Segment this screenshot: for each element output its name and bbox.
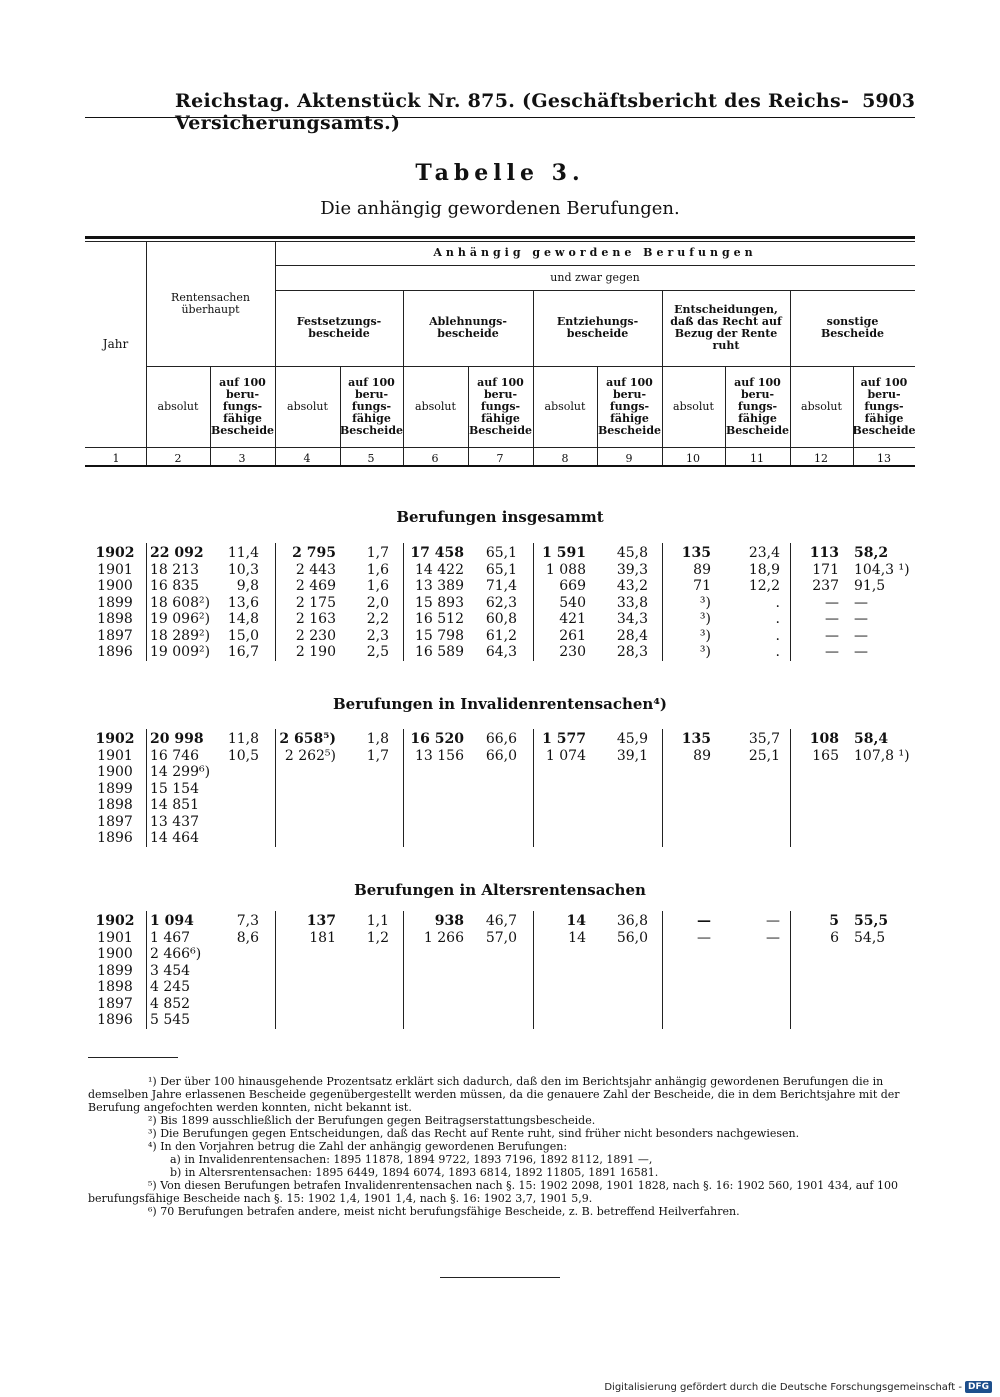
table-cell: 35,7 (748, 731, 780, 747)
table-cell: 14,8 (227, 611, 259, 627)
column-number: 2 (174, 452, 182, 465)
table-cell: 1,8 (366, 731, 389, 747)
table-cell: 2,0 (366, 594, 389, 611)
credit-text: Digitalisierung gefördert durch die Deutsche Forschungsgemeinschaft - (604, 1381, 962, 1393)
table-cell: 16 512 (415, 611, 464, 627)
table-cell: . (775, 627, 780, 644)
table-cell: 15 798 (415, 627, 464, 644)
table-cell: 261 (559, 627, 586, 644)
col-header-entziehung: Entziehungs- bescheide (556, 315, 639, 340)
table-cell: 14 464 (150, 830, 199, 846)
year-cell: 1899 (97, 962, 133, 979)
column-number: 13 (877, 452, 891, 465)
table-cell: 2 190 (295, 644, 336, 660)
header-rule (85, 117, 915, 118)
table-cell: 65,1 (485, 561, 517, 578)
col-header-entscheidungen: Entscheidungen, daß das Recht auf Bezug der Rente ruht (670, 303, 782, 352)
table-cell: . (775, 644, 780, 660)
year-cell: 1898 (97, 979, 133, 995)
table-cell: 34,3 (616, 611, 648, 627)
section-title: Berufungen in Invalidenrentensachen⁴) (332, 695, 668, 713)
subheader-absolut: absolut (673, 399, 714, 413)
table-cell: 14 422 (415, 561, 464, 578)
year-cell: 1901 (97, 561, 133, 578)
table-cell: — (854, 627, 868, 644)
table-cell: 2,2 (366, 611, 389, 627)
table-cell: 28,3 (616, 644, 648, 660)
table-cell: 13 156 (415, 747, 464, 764)
table-cell: 4 245 (150, 979, 191, 995)
table-cell: — (825, 644, 839, 660)
table-cell: 10,3 (227, 561, 259, 578)
table-cell: 18,9 (748, 561, 780, 578)
table-cell: 4 852 (150, 995, 191, 1012)
year-cell: 1898 (97, 797, 133, 813)
table-cell: 3 454 (150, 962, 191, 979)
section-title: Berufungen in Altersrentensachen (354, 881, 646, 899)
table-cell: 58,4 (854, 731, 889, 747)
footnote-2: ²) Bis 1899 ausschließlich der Berufungen gegen Beitragserstattungsbescheide. (148, 1114, 596, 1127)
year-cell: 1899 (97, 594, 133, 611)
year-cell: 1897 (97, 813, 133, 830)
year-cell: 1901 (97, 747, 133, 764)
footnote-3: ³) Die Berufungen gegen Entscheidungen, daß das Recht auf Rente ruht, sind früher nicht besonders nachgewiesen. (148, 1127, 800, 1140)
table-cell: 181 (309, 929, 336, 946)
group-header-anhaengig: Anhängig gewordene Berufungen (433, 246, 757, 259)
table-cell: 14 851 (150, 797, 199, 813)
table-cell: 19 096²) (150, 611, 211, 627)
table-cell: 60,8 (485, 611, 517, 627)
column-number: 6 (431, 452, 439, 465)
column-number: 10 (686, 452, 700, 465)
year-cell: 1896 (97, 644, 133, 660)
table-cell: 5 (829, 913, 839, 929)
column-number: 11 (750, 452, 764, 465)
table-cell: 57,0 (485, 929, 517, 946)
page-number: 5903 (862, 90, 915, 112)
table-cell: 39,1 (616, 747, 648, 764)
footnotes (88, 1075, 920, 1218)
table-cell: 39,3 (616, 561, 648, 578)
table-cell: 11,8 (227, 731, 259, 747)
table-cell: 13 437 (150, 813, 199, 830)
column-number: 7 (496, 452, 504, 465)
table-cell: . (775, 611, 780, 627)
table-subtitle: Die anhängig gewordenen Berufungen. (320, 198, 680, 219)
table-cell: 2 795 (292, 545, 336, 561)
table-cell: 104,3 ¹) (854, 561, 910, 578)
table-cell: 6 (830, 929, 839, 946)
table-cell: 2 658⁵) (279, 731, 336, 747)
table-cell: 938 (434, 913, 464, 929)
table-cell: 2 163 (295, 611, 336, 627)
col-header-ablehnung: Ablehnungs- bescheide (429, 315, 507, 340)
table-cell: 540 (559, 594, 586, 611)
table-cell: 13,6 (227, 594, 259, 611)
column-number: 1 (112, 452, 120, 465)
table-cell: 64,3 (485, 644, 517, 660)
subheader-per100: auf 100 beru- fungs- fähige Bescheide (210, 375, 275, 437)
table-cell: 2 469 (295, 578, 336, 594)
table-cell: 16 589 (415, 644, 464, 660)
table-cell: 2 443 (295, 561, 336, 578)
table-cell: 55,5 (854, 913, 889, 929)
footnote-rule (88, 1057, 178, 1058)
year-cell: 1901 (97, 929, 133, 946)
subheader-absolut: absolut (157, 399, 199, 413)
table-cell: 20 998 (150, 731, 204, 747)
table-cell: . (775, 594, 780, 611)
col-header-sonstige: sonstige Bescheide (820, 315, 885, 340)
table-cell: 22 092 (150, 545, 204, 561)
table-cell: — (825, 627, 839, 644)
table-cell: 11,4 (227, 545, 259, 561)
column-separator (275, 543, 276, 661)
table-cell: 1 266 (423, 929, 464, 946)
table-cell: 421 (559, 611, 586, 627)
table-cell: 165 (812, 747, 839, 764)
end-rule (440, 1277, 560, 1278)
table-cell: 8,6 (236, 929, 259, 946)
column-separator (146, 729, 147, 847)
table-cell: ³) (699, 594, 711, 611)
column-number: 8 (561, 452, 569, 465)
table-cell: 43,2 (616, 578, 648, 594)
table-cell: 107,8 ¹) (854, 747, 910, 764)
table-cell: 16 835 (150, 578, 199, 594)
section-title: Berufungen insgesammt (396, 508, 604, 526)
table-cell: 71 (693, 578, 711, 594)
group-subheader: und zwar gegen (550, 270, 640, 284)
table-cell: 1,2 (366, 929, 389, 946)
table-cell: 16,7 (227, 644, 259, 660)
year-cell: 1896 (97, 830, 133, 846)
table-cell: 230 (559, 644, 586, 660)
col-header-jahr: Jahr (102, 337, 129, 351)
year-cell: 1900 (97, 578, 133, 594)
table-cell: 66,6 (485, 731, 517, 747)
table-cell: — (854, 611, 868, 627)
table-cell: 108 (809, 731, 839, 747)
table-cell: 14 (568, 929, 586, 946)
table-cell: 171 (812, 561, 839, 578)
running-header: Reichstag. Aktenstück Nr. 875. (Geschäftsbericht des Reichs-Versicherungsamts.) (175, 90, 850, 134)
table-cell: 18 289²) (150, 627, 211, 644)
subheader-per100: auf 100 beru- fungs- fähige Bescheide (468, 375, 533, 437)
table-cell: 36,8 (616, 913, 648, 929)
table-cell: ³) (699, 627, 711, 644)
table-cell: 669 (559, 578, 586, 594)
column-separator (146, 543, 147, 661)
footnote-4a: a) in Invalidenrentensachen: 1895 11878, 1894 9722, 1893 7196, 1892 8112, 1891 —, (170, 1153, 653, 1166)
col-header-festsetzung: Festsetzungs- bescheide (296, 315, 382, 340)
table-cell: 45,8 (616, 545, 648, 561)
table-cell: 113 (809, 545, 839, 561)
subheader-per100: auf 100 beru- fungs- fähige Bescheide (597, 375, 662, 437)
footnote-1: ¹) Der über 100 hinausgehende Prozentsatz erklärt sich dadurch, daß den im Berichtsjahr anhängig gewordenen Berufungen die in demselben Jahre erlassenen Bescheide gegenübergestellt werden müssen, da die genauere Zahl der Bescheide, die in dem Berichtsjahre mit der Berufung angefochten werden konnten, nicht bekannt ist. (88, 1075, 900, 1114)
year-cell: 1902 (95, 731, 135, 747)
table-cell: 2,5 (366, 644, 389, 660)
table-cell: 54,5 (854, 929, 886, 946)
table-cell: 1 577 (542, 731, 586, 747)
table-cell: 10,5 (227, 747, 259, 764)
table-cell: — (854, 594, 868, 611)
table-cell: 58,2 (854, 545, 889, 561)
table-cell: — (766, 929, 780, 946)
col-header-rentensachen: Rentensachen überhaupt (171, 290, 250, 316)
table-cell: 135 (681, 731, 711, 747)
table-cell: 25,1 (748, 747, 780, 764)
subheader-absolut: absolut (544, 399, 586, 413)
column-separator (146, 911, 147, 1029)
table-cell: 65,1 (485, 545, 517, 561)
table-cell: 16 520 (410, 731, 464, 747)
table-cell: 18 608²) (150, 594, 211, 611)
table-cell: 1,6 (366, 561, 389, 578)
table-cell: — (825, 611, 839, 627)
table-cell: 89 (693, 561, 711, 578)
table-cell: 137 (306, 913, 336, 929)
table-cell: 2 230 (295, 627, 336, 644)
table-cell: 13 389 (415, 578, 464, 594)
year-cell: 1896 (97, 1012, 133, 1028)
table-cell: 2 466⁶) (150, 946, 202, 962)
table-title: Tabelle 3. (415, 160, 585, 186)
table-cell: 23,4 (748, 545, 780, 561)
table-cell: 7,3 (236, 913, 259, 929)
table-cell: — (766, 913, 780, 929)
subheader-absolut: absolut (801, 399, 842, 413)
table-cell: 62,3 (485, 594, 517, 611)
table-cell: 1 591 (542, 545, 586, 561)
subheader-per100: auf 100 beru- fungs- fähige Bescheide (725, 375, 790, 437)
table-cell: 2 175 (295, 594, 336, 611)
year-cell: 1898 (97, 611, 133, 627)
table-cell: 56,0 (616, 929, 648, 946)
column-separator (275, 729, 276, 847)
table-cell: 61,2 (485, 627, 517, 644)
table-cell: 46,7 (485, 913, 517, 929)
table-cell: 2 262⁵) (284, 747, 336, 764)
table-cell: 135 (681, 545, 711, 561)
table-cell: 33,8 (616, 594, 648, 611)
table-cell: ³) (699, 611, 711, 627)
table-cell: 16 746 (150, 747, 199, 764)
year-cell: 1902 (95, 913, 135, 929)
table-cell: 19 009²) (150, 644, 211, 660)
table-cell: — (825, 594, 839, 611)
column-number: 9 (625, 452, 633, 465)
year-cell: 1900 (97, 946, 133, 962)
table-cell: 1,7 (366, 747, 389, 764)
table-cell: 1 094 (150, 913, 194, 929)
table-cell: 17 458 (410, 545, 464, 561)
table-cell: — (697, 913, 711, 929)
table-cell: 71,4 (485, 578, 517, 594)
table-cell: 66,0 (485, 747, 517, 764)
table-cell: 45,9 (616, 731, 648, 747)
table-cell: 237 (812, 578, 839, 594)
column-number: 3 (238, 452, 246, 465)
table-cell: 15 893 (415, 594, 464, 611)
table-cell: 15 154 (150, 780, 199, 797)
table-cell: 15,0 (227, 627, 259, 644)
subheader-per100: auf 100 beru- fungs- fähige Bescheide (852, 375, 916, 437)
year-cell: 1902 (95, 545, 135, 561)
table-cell: 2,3 (366, 627, 389, 644)
table-cell: 1 074 (545, 747, 586, 764)
footnote-4: ⁴) In den Vorjahren betrug die Zahl der anhängig gewordenen Berufungen: (148, 1140, 568, 1153)
table-cell: 91,5 (854, 578, 886, 594)
table-cell: 1 088 (545, 561, 586, 578)
table-cell: 1,1 (366, 913, 389, 929)
year-cell: 1900 (97, 764, 133, 780)
table-cell: 28,4 (616, 627, 648, 644)
table-cell: ³) (699, 644, 711, 660)
table-cell: 1,6 (366, 578, 389, 594)
table-cell: 18 213 (150, 561, 199, 578)
table-cell: 1,7 (366, 545, 389, 561)
subheader-per100: auf 100 beru- fungs- fähige Bescheide (339, 375, 404, 437)
column-number: 4 (303, 452, 311, 465)
year-cell: 1897 (97, 995, 133, 1012)
table-cell: 5 545 (150, 1012, 191, 1028)
table-cell: 89 (693, 747, 711, 764)
footnote-6: ⁶) 70 Berufungen betrafen andere, meist nicht berufungsfähige Bescheide, z. B. betreffend Heilverfahren. (148, 1205, 740, 1218)
column-number: 12 (814, 452, 828, 465)
column-number: 5 (367, 452, 375, 465)
table-cell: 9,8 (236, 578, 259, 594)
table-cell: 14 (566, 913, 586, 929)
dfg-logo: DFG (965, 1381, 992, 1393)
subheader-absolut: absolut (415, 399, 456, 413)
year-cell: 1899 (97, 780, 133, 797)
column-separator (275, 911, 276, 1029)
table-cell: 12,2 (748, 578, 780, 594)
table-cell: 14 299⁶) (150, 764, 211, 780)
table-cell: — (697, 929, 711, 946)
footnote-5: ⁵) Von diesen Berufungen betrafen Invalidenrentensachen nach §. 15: 1902 2098, 1901 1828, nach §. 16: 1902 560, 1901 434, auf 100 berufungsfähige Bescheide nach §. 15: 1902 1,4, 1901 1,4, nach §. 16: 1902 3,7, 1901 5,9. (88, 1179, 898, 1205)
footnote-4b: b) in Altersrentensachen: 1895 6449, 1894 6074, 1893 6814, 1892 11805, 1891 16581. (170, 1166, 659, 1179)
table-cell: — (854, 644, 868, 660)
year-cell: 1897 (97, 627, 133, 644)
subheader-absolut: absolut (287, 399, 328, 413)
table-cell: 1 467 (150, 929, 191, 946)
digitization-credit (604, 1381, 992, 1393)
